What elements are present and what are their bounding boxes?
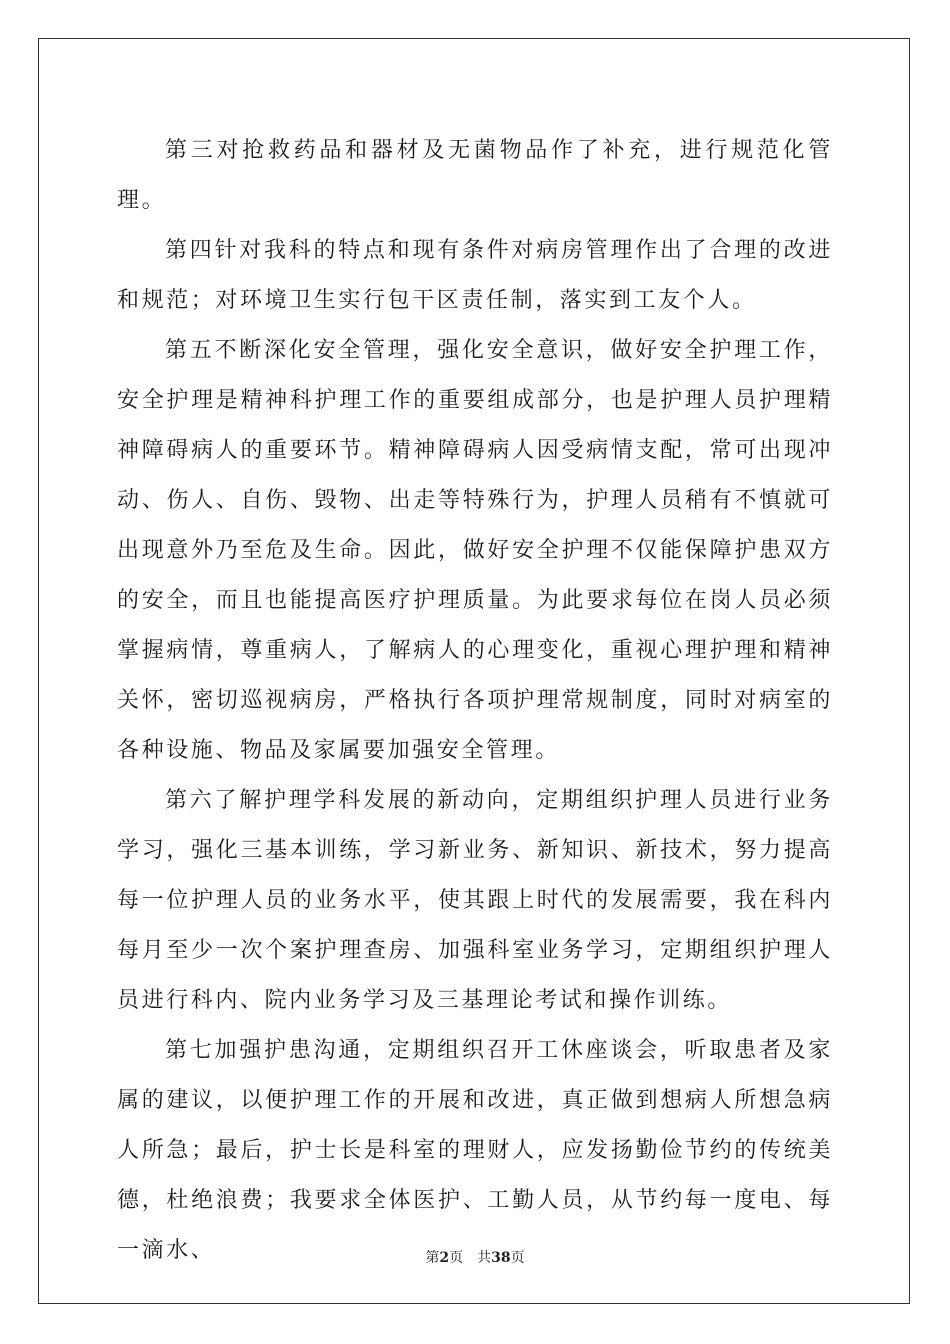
total-label-prefix: 共 [477,1250,492,1266]
page-label-suffix: 页 [449,1250,464,1266]
paragraph: 第五不断深化安全管理，强化安全意识，做好安全护理工作，安全护理是精神科护理工作的重要组成部分，也是护理人员护理精神障碍病人的重要环节。精神障碍病人因受病情支配，常可出现冲动、伤人、自伤、毁物、出走等特殊行为，护理人员稍有不慎就可出现意外乃至危及生命。因此，做好安全护理不仅能保障护患双方的安全，而且也能提高医疗护理质量。为此要求每位在岗人员必须掌握病情，尊重病人，了解病人的心理变化，重视心理护理和精神关怀，密切巡视病房，严格执行各项护理常规制度，同时对病室的各种设施、物品及家属要加强安全管理。 [117,338,833,763]
total-pages: 38 [491,1250,511,1266]
total-label-suffix: 页 [510,1250,525,1266]
paragraph: 第四针对我科的特点和现有条件对病房管理作出了合理的改进和规范；对环境卫生实行包干区责任制，落实到工友个人。 [117,238,833,313]
page-label-prefix: 第 [425,1250,440,1266]
paragraph: 第七加强护患沟通，定期组织召开工休座谈会，听取患者及家属的建议，以便护理工作的开展和改进，真正做到想病人所想急病人所急；最后，护士长是科室的理财人，应发扬勤俭节约的传统美德，杜绝浪费；我要求全体医护、工勤人员，从节约每一度电、每一滴水、 [117,1038,833,1263]
document-body [117,126,833,1276]
page-number: 2 [439,1250,450,1266]
page-footer [0,1247,950,1267]
paragraph: 第六了解护理学科发展的新动向，定期组织护理人员进行业务学习，强化三基本训练，学习新业务、新知识、新技术，努力提高每一位护理人员的业务水平，使其跟上时代的发展需要，我在科内每月至少一次个案护理查房、加强科室业务学习，定期组织护理人员进行科内、院内业务学习及三基理论考试和操作训练。 [117,788,833,1013]
paragraph: 第三对抢救药品和器材及无菌物品作了补充，进行规范化管理。 [117,138,833,213]
